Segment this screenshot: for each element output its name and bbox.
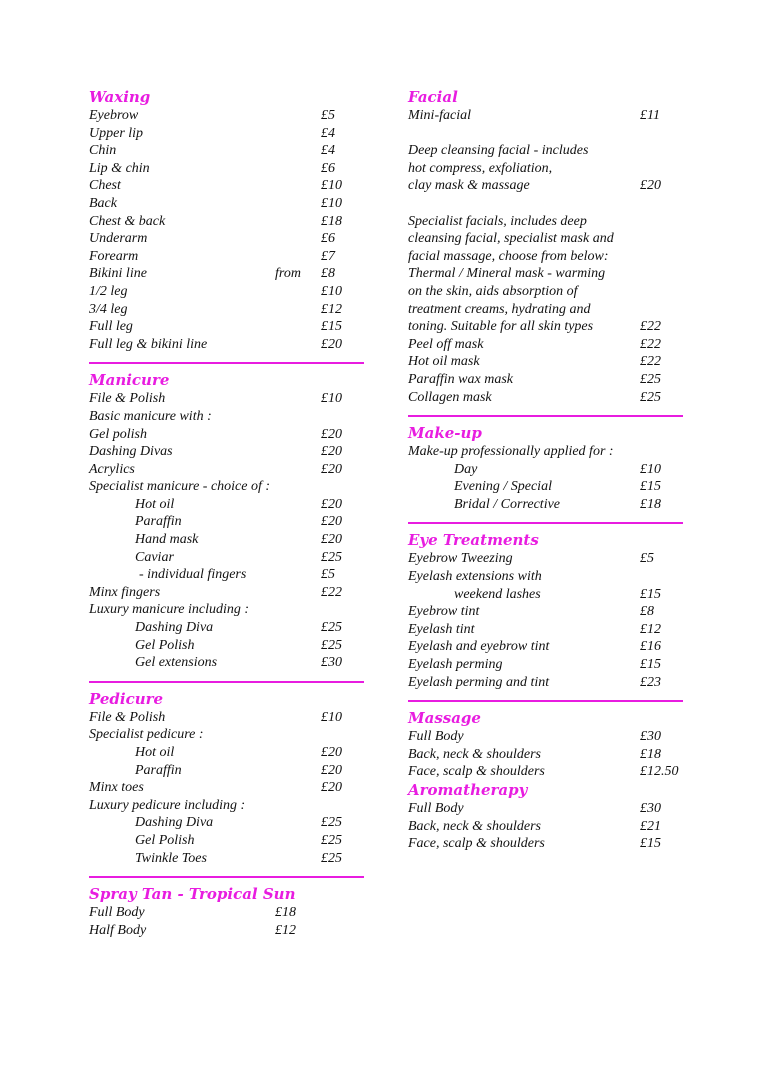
service-price: £20 — [321, 780, 342, 796]
makeup-list — [408, 443, 683, 513]
service-price: £20 — [321, 762, 342, 778]
service-price: £20 — [321, 444, 342, 460]
service-price: £25 — [640, 389, 661, 405]
price-row — [89, 654, 364, 672]
price-row — [408, 603, 683, 621]
price-row — [408, 177, 683, 195]
price-row — [408, 336, 683, 354]
waxing-heading: Waxing — [89, 88, 151, 106]
price-row — [89, 637, 364, 655]
description-line — [408, 301, 683, 319]
service-name: Caviar — [135, 549, 174, 565]
aromatherapy-heading: Aromatherapy — [408, 781, 528, 799]
massage-heading: Massage — [408, 709, 481, 728]
price-row — [89, 318, 364, 336]
service-price: £30 — [640, 729, 661, 745]
service-price: £12 — [275, 922, 296, 938]
service-name: Basic manicure with : — [89, 408, 212, 424]
service-price: £6 — [321, 231, 335, 247]
service-price: £15 — [321, 319, 342, 335]
price-row — [89, 107, 364, 125]
service-name: Eyebrow Tweezing — [408, 551, 513, 567]
price-row — [89, 230, 364, 248]
price-row — [89, 301, 364, 319]
price-row — [89, 904, 364, 922]
service-price: £20 — [321, 336, 342, 352]
price-row — [408, 586, 683, 604]
service-name: Face, scalp & shoulders — [408, 836, 545, 852]
service-name: - individual fingers — [139, 567, 247, 583]
price-row — [408, 638, 683, 656]
spacer — [408, 125, 683, 143]
service-name: Upper lip — [89, 125, 144, 141]
price-row — [89, 566, 364, 584]
service-name: Twinkle Toes — [135, 850, 207, 866]
price-row — [89, 160, 364, 178]
price-row — [408, 800, 683, 818]
service-name: Chin — [89, 143, 117, 159]
service-name: Luxury manicure including : — [89, 602, 250, 618]
price-row — [408, 461, 683, 479]
service-name: Chest & back — [89, 213, 166, 229]
service-name: Chest — [89, 178, 121, 194]
price-row — [89, 125, 364, 143]
service-name: File & Polish — [89, 709, 166, 725]
service-name: File & Polish — [89, 391, 166, 407]
price-row — [89, 726, 364, 744]
price-row — [89, 336, 364, 354]
section-divider — [408, 415, 683, 417]
service-price: £6 — [321, 160, 335, 176]
price-row — [89, 531, 364, 549]
service-name: Dashing Diva — [135, 815, 214, 831]
service-price: £12.50 — [640, 764, 679, 780]
service-name: Paraffin wax mask — [408, 371, 513, 387]
description-line — [408, 248, 683, 266]
service-price: £15 — [640, 836, 661, 852]
service-name: Gel Polish — [135, 637, 195, 653]
service-price: £20 — [321, 514, 342, 530]
spacer — [408, 195, 683, 213]
service-name: Minx fingers — [89, 584, 161, 600]
service-price: £18 — [640, 746, 661, 762]
price-row — [89, 744, 364, 762]
price-row — [408, 728, 683, 746]
service-name: Specialist pedicure : — [89, 727, 204, 743]
description-line — [408, 230, 683, 248]
service-name: Back — [89, 195, 117, 211]
service-price: £20 — [321, 461, 342, 477]
eye-treatments-heading: Eye Treatments — [408, 531, 539, 550]
service-price: £5 — [640, 551, 654, 567]
service-name: Full Body — [408, 801, 464, 816]
service-price: £12 — [321, 301, 342, 317]
price-row — [408, 674, 683, 692]
service-price: £5 — [321, 567, 335, 583]
service-price: £10 — [321, 391, 342, 407]
service-name: Full Body — [89, 905, 145, 921]
service-name: 1/2 leg — [89, 283, 128, 299]
description-line — [408, 142, 683, 160]
price-row — [89, 779, 364, 797]
service-name: Collagen mask — [408, 389, 492, 405]
price-row — [408, 835, 683, 853]
service-name: Evening / Special — [454, 479, 552, 495]
price-row — [408, 568, 683, 586]
service-price: £25 — [321, 850, 342, 866]
price-row — [408, 656, 683, 674]
service-name: Forearm — [89, 248, 139, 264]
section-divider — [89, 876, 364, 878]
price-row — [89, 584, 364, 602]
price-row — [89, 265, 364, 283]
service-name: Hot oil mask — [408, 354, 480, 370]
description-text: treatment creams, hydrating and — [408, 301, 591, 317]
service-name: Acrylics — [89, 461, 135, 477]
service-name: Dashing Diva — [135, 620, 214, 636]
description-text: facial massage, choose from below: — [408, 248, 609, 264]
description-text: Make-up professionally applied for : — [408, 444, 614, 460]
price-row — [89, 922, 364, 940]
service-name: Paraffin — [135, 762, 182, 778]
service-name: Luxury pedicure including : — [89, 797, 246, 813]
service-price: £10 — [640, 461, 661, 477]
price-row — [408, 818, 683, 836]
service-name: Eyebrow — [89, 108, 139, 123]
pedicure-list — [89, 709, 364, 867]
service-name: Peel off mask — [408, 336, 484, 352]
service-name: Mini-facial — [408, 108, 471, 123]
service-price: £10 — [321, 178, 342, 194]
description-text: hot compress, exfoliation, — [408, 160, 553, 176]
service-name: Specialist manicure - choice of : — [89, 479, 271, 495]
price-row — [408, 550, 683, 568]
price-row — [89, 426, 364, 444]
description-text: Deep cleansing facial - includes — [408, 143, 589, 159]
service-price: £25 — [321, 549, 342, 565]
service-price: £4 — [321, 125, 335, 141]
description-text: toning. Suitable for all skin types — [408, 319, 594, 335]
service-name: Eyelash extensions with — [408, 569, 542, 585]
service-name: Underarm — [89, 231, 148, 247]
service-name: Dashing Divas — [89, 444, 173, 460]
price-row — [89, 762, 364, 780]
facial-list — [408, 107, 683, 406]
service-name: Full Body — [408, 729, 464, 745]
price-row — [89, 408, 364, 426]
service-name: Full leg — [89, 319, 133, 335]
description-text: on the skin, aids absorption of — [408, 283, 578, 299]
service-price: £15 — [640, 586, 661, 602]
pedicure-heading: Pedicure — [89, 689, 164, 708]
service-name: Hot oil — [135, 745, 175, 760]
service-price: £25 — [321, 815, 342, 831]
service-name: Eyelash perming and tint — [408, 674, 550, 690]
service-price: £18 — [640, 496, 661, 512]
description-line — [408, 265, 683, 283]
service-price: £15 — [640, 657, 661, 673]
description-line — [408, 283, 683, 301]
description-text: Specialist facials, includes deep — [408, 213, 587, 229]
price-row — [89, 283, 364, 301]
service-price: £22 — [640, 336, 661, 352]
service-name: 3/4 leg — [89, 301, 128, 317]
price-row — [89, 195, 364, 213]
price-row — [89, 496, 364, 514]
description-text: clay mask & massage — [408, 178, 530, 194]
price-row — [89, 461, 364, 479]
service-price: £7 — [321, 248, 335, 264]
service-price: £8 — [321, 266, 335, 282]
service-price: £18 — [321, 213, 342, 229]
massage-list — [408, 728, 683, 781]
service-price: £10 — [321, 283, 342, 299]
aromatherapy-list — [408, 800, 683, 853]
price-row — [89, 513, 364, 531]
eye-treatments-list — [408, 550, 683, 691]
service-price: £15 — [640, 479, 661, 495]
price-row — [89, 142, 364, 160]
description-line — [408, 160, 683, 178]
service-price: £22 — [640, 319, 661, 335]
price-row — [89, 390, 364, 408]
service-name: Day — [454, 461, 478, 477]
service-name: Back, neck & shoulders — [408, 818, 541, 834]
price-row — [408, 763, 683, 781]
service-price: £25 — [321, 832, 342, 848]
service-price: £20 — [321, 426, 342, 442]
price-row — [89, 814, 364, 832]
service-name: Gel polish — [89, 426, 147, 442]
service-name: Paraffin — [135, 514, 182, 530]
service-name: Eyelash and eyebrow tint — [408, 639, 550, 655]
price-row — [89, 248, 364, 266]
service-price: £5 — [321, 108, 335, 123]
price-row — [89, 619, 364, 637]
price-row — [89, 850, 364, 868]
service-price: £20 — [640, 178, 661, 194]
service-name: Eyelash tint — [408, 621, 475, 637]
price-row — [89, 832, 364, 850]
waxing-list — [89, 107, 364, 353]
service-price: £10 — [321, 709, 342, 725]
service-name: Hot oil — [135, 496, 175, 512]
price-row — [408, 621, 683, 639]
service-price: £20 — [321, 532, 342, 548]
service-price: £16 — [640, 639, 661, 655]
price-row — [89, 549, 364, 567]
price-row — [408, 478, 683, 496]
section-divider — [89, 362, 364, 364]
service-name: Minx toes — [89, 780, 144, 796]
service-price: £22 — [640, 354, 661, 370]
service-name: Bridal / Corrective — [454, 496, 561, 512]
price-row — [408, 746, 683, 764]
left-column — [89, 88, 364, 939]
description-line — [408, 443, 683, 461]
service-price: £12 — [640, 621, 661, 637]
spray-tan-list — [89, 904, 364, 939]
manicure-list — [89, 390, 364, 672]
service-name: Face, scalp & shoulders — [408, 764, 545, 780]
section-divider — [408, 700, 683, 702]
price-row — [408, 353, 683, 371]
service-price: £10 — [321, 195, 342, 211]
service-price: £11 — [640, 108, 660, 123]
service-price: £25 — [321, 637, 342, 653]
right-column — [408, 88, 683, 853]
service-name: Lip & chin — [89, 160, 150, 176]
price-row — [89, 213, 364, 231]
price-row — [89, 797, 364, 815]
service-price: £18 — [275, 905, 296, 921]
service-price: £22 — [321, 584, 342, 600]
service-name: Full leg & bikini line — [89, 336, 208, 352]
service-price: £8 — [640, 604, 654, 620]
description-text: cleansing facial, specialist mask and — [408, 231, 614, 247]
service-price: £25 — [321, 620, 342, 636]
service-price: £30 — [321, 655, 342, 671]
service-name: weekend lashes — [454, 586, 541, 602]
service-price: £30 — [640, 801, 661, 816]
service-name: Hand mask — [135, 532, 199, 548]
price-row — [89, 709, 364, 727]
from-label: from — [275, 266, 301, 282]
service-price: £25 — [640, 371, 661, 387]
spray-tan-heading: Spray Tan - Tropical Sun — [89, 885, 296, 904]
service-name: Gel extensions — [135, 655, 218, 671]
section-divider — [408, 522, 683, 524]
service-name: Half Body — [89, 922, 147, 938]
section-divider — [89, 681, 364, 683]
service-price: £21 — [640, 818, 661, 834]
price-row — [408, 107, 683, 125]
service-name: Gel Polish — [135, 832, 195, 848]
service-price: £20 — [321, 745, 342, 760]
price-row — [89, 478, 364, 496]
service-price: £23 — [640, 674, 661, 690]
facial-heading: Facial — [408, 88, 458, 106]
service-name: Back, neck & shoulders — [408, 746, 541, 762]
service-name: Eyebrow tint — [408, 604, 480, 620]
price-row — [408, 496, 683, 514]
price-row — [89, 177, 364, 195]
price-row — [408, 318, 683, 336]
service-name: Bikini line — [89, 266, 147, 282]
description-line — [408, 213, 683, 231]
service-name: Eyelash perming — [408, 657, 503, 673]
price-row — [89, 443, 364, 461]
description-text: Thermal / Mineral mask - warming — [408, 266, 606, 282]
price-row — [89, 601, 364, 619]
service-price: £20 — [321, 496, 342, 512]
service-price: £4 — [321, 143, 335, 159]
price-row — [408, 389, 683, 407]
makeup-heading: Make-up — [408, 424, 482, 443]
manicure-heading: Manicure — [89, 371, 170, 390]
price-row — [408, 371, 683, 389]
